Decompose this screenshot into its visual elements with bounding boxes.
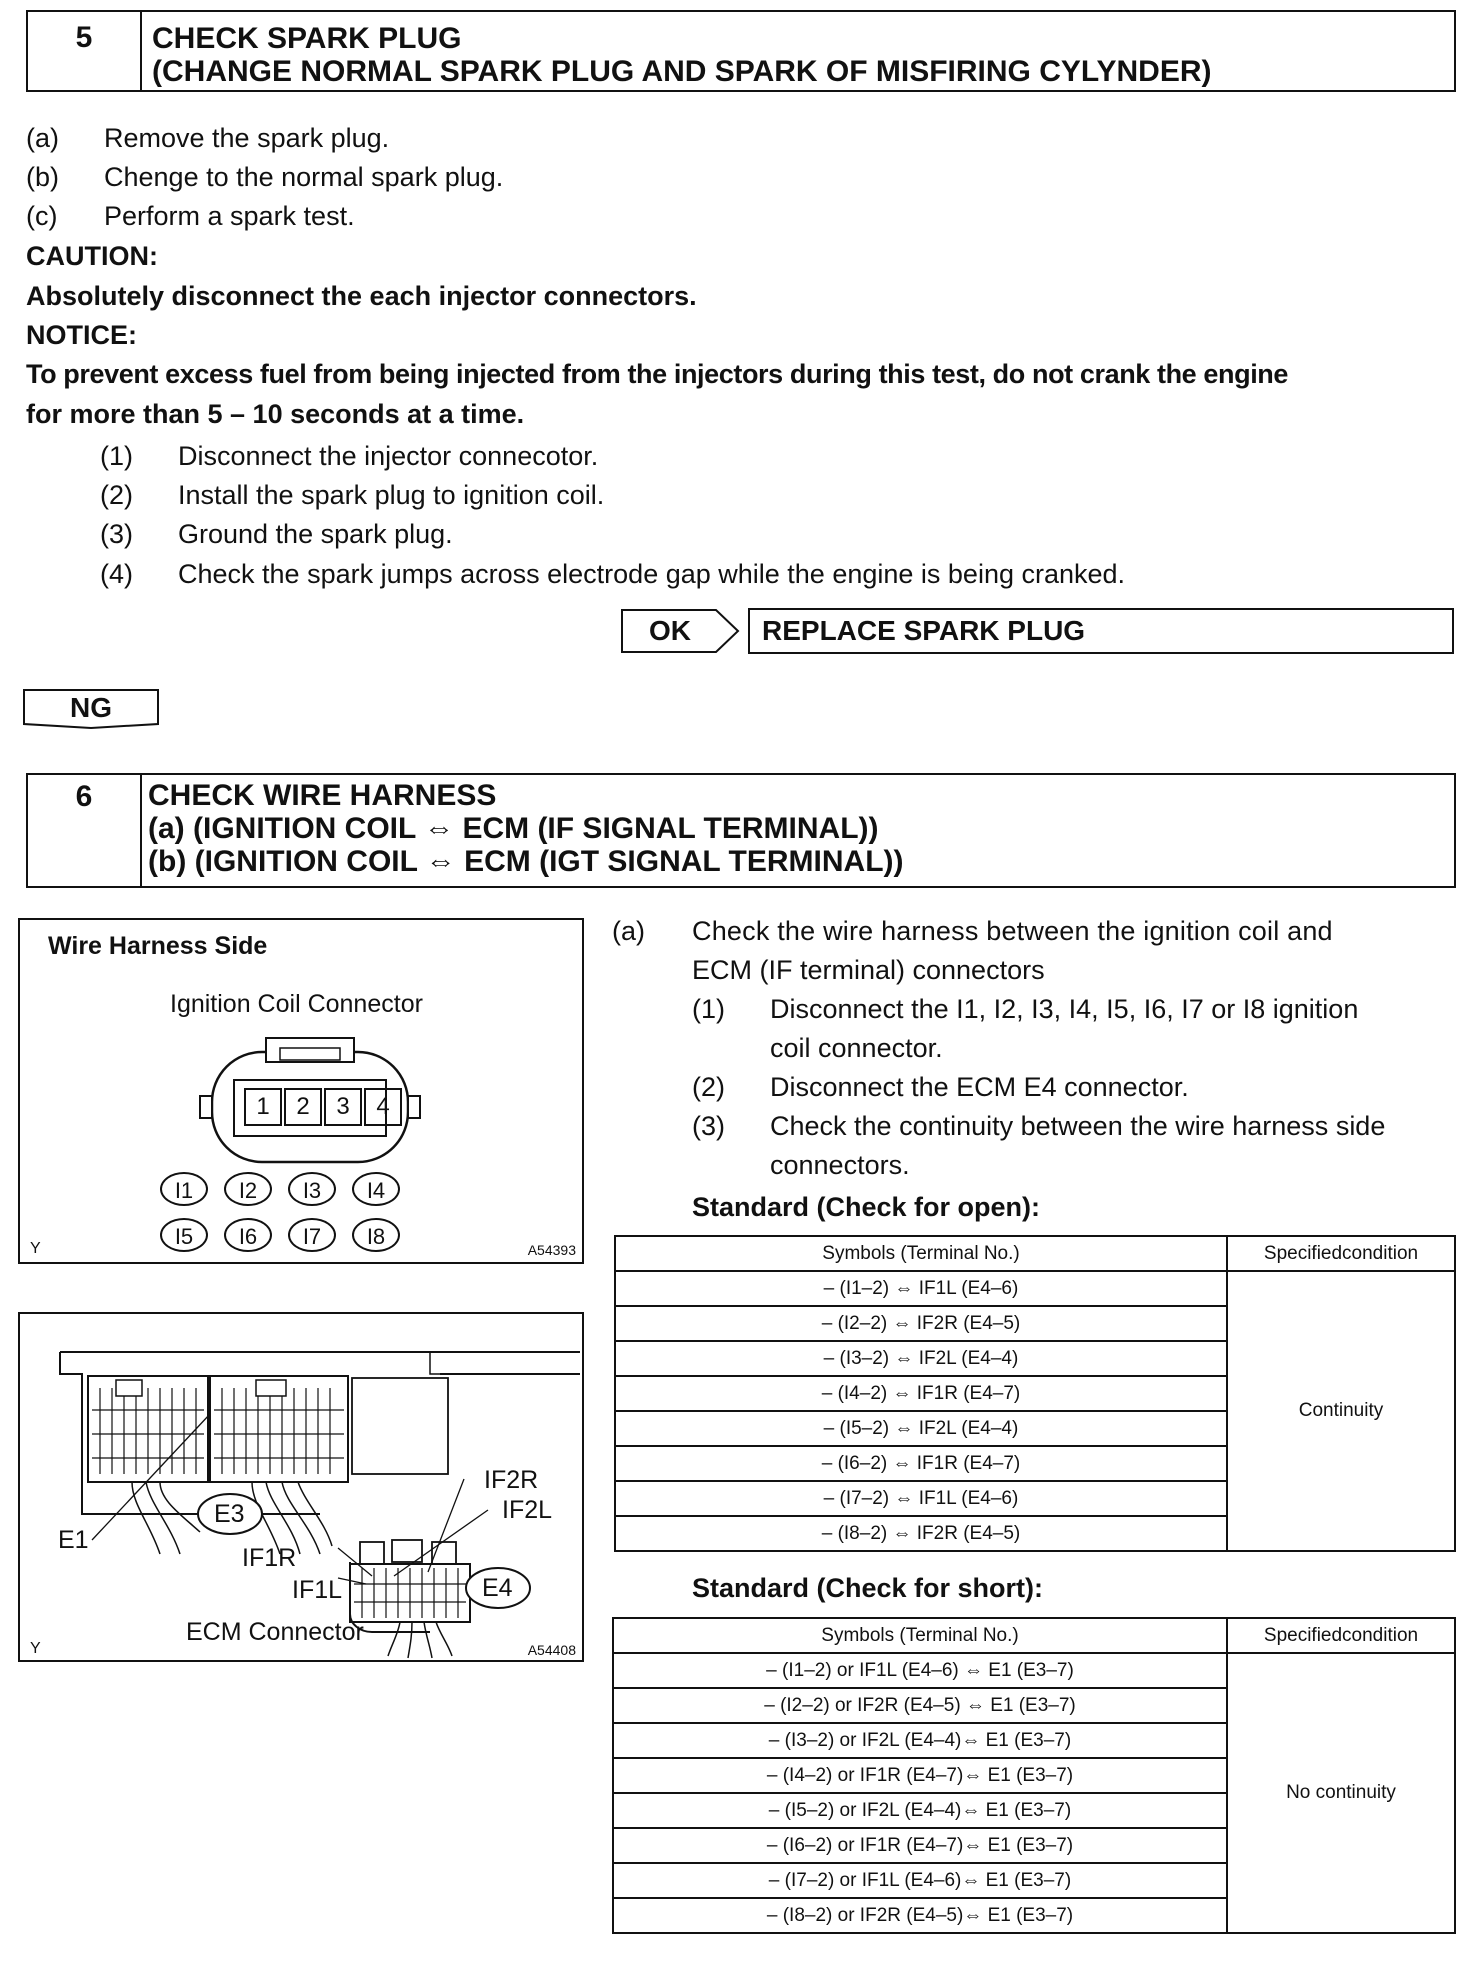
item-label: (2): [692, 1072, 725, 1102]
caution-label: CAUTION:: [26, 241, 158, 271]
notice-line2: for more than 5 – 10 seconds at a time.: [26, 399, 525, 429]
item-text: [770, 1071, 1189, 1103]
item-text: [692, 915, 1458, 986]
list-item: [26, 122, 390, 154]
pin-3: 3: [324, 1088, 362, 1126]
pin-2: 2: [284, 1088, 322, 1126]
step6-title-line3: (b) (IGNITION COIL ⇔ ECM (IGT SIGNAL TERMINAL)): [148, 845, 904, 878]
item-label: (a): [26, 123, 59, 153]
item-label: (4): [100, 559, 133, 589]
pin-4: 4: [364, 1088, 402, 1126]
table-row: [613, 1653, 1455, 1688]
item-label: (c): [26, 201, 58, 231]
label-e3: E3: [214, 1500, 245, 1528]
list-item: [692, 1071, 1189, 1103]
connector-i4: I4: [352, 1172, 400, 1206]
label-if2r: IF2R: [484, 1466, 539, 1494]
item-text-line2: coil connector.: [770, 1033, 943, 1063]
list-item: [100, 479, 605, 511]
step5-title-line2: (CHANGE NORMAL SPARK PLUG AND SPARK OF MISFIRING CYLYNDER): [152, 55, 1212, 88]
notice-line1: To prevent excess fuel from being injected from the injectors during this test, do not crank the engine: [26, 359, 1289, 389]
item-text: Chenge to the normal spark plug.: [104, 162, 504, 192]
label-if2l: IF2L: [502, 1496, 553, 1524]
table-condition-cell: No continuity: [1227, 1653, 1455, 1933]
item-text-line2: connectors.: [770, 1150, 910, 1180]
item-label: (b): [26, 162, 59, 192]
table-cell: – (I2–2) or IF2R (E4–5) ⇔ E1 (E3–7): [613, 1688, 1227, 1723]
figure-code: A54408: [527, 1642, 576, 1658]
table-cell: – (I7–2) or IF1L (E4–6)⇔ E1 (E3–7): [613, 1863, 1227, 1898]
item-label: (a): [612, 916, 645, 946]
table-cell: – (I8–2) ⇔ IF2R (E4–5): [615, 1516, 1227, 1551]
item-label: (3): [692, 1111, 725, 1141]
item-text-line1: Disconnect the ECM E4 connector.: [770, 1072, 1189, 1102]
connector-i7: I7: [288, 1218, 336, 1252]
figure-wire-harness: [18, 918, 584, 1264]
caution-text: Absolutely disconnect the each injector connectors.: [26, 281, 697, 311]
label-e1: E1: [58, 1526, 89, 1554]
figure-caption: ECM Connector: [186, 1618, 364, 1646]
table-row: [615, 1271, 1455, 1306]
item-label: (1): [692, 994, 725, 1024]
table-header-cell: Specifiedcondition: [1227, 1236, 1455, 1271]
list-item: [26, 200, 355, 232]
table-cell: – (I6–2) ⇔ IF1R (E4–7): [615, 1446, 1227, 1481]
figure-ecm-connector: [18, 1312, 584, 1662]
item-label: (2): [100, 480, 133, 510]
item-text: [770, 1110, 1385, 1181]
connector-i6: I6: [224, 1218, 272, 1252]
item-text-line1: Check the wire harness between the ignition coil and: [692, 916, 1333, 946]
table-header: [613, 1618, 1455, 1653]
step6-title: [148, 779, 904, 878]
step5-title: [152, 22, 1211, 88]
label-if1l: IF1L: [292, 1576, 343, 1604]
item-text-line1: Disconnect the I1, I2, I3, I4, I5, I6, I7 or I8 ignition: [770, 994, 1359, 1024]
item-text: Ground the spark plug.: [178, 519, 453, 549]
list-item: [100, 518, 453, 550]
item-text-line1: Check the continuity between the wire harness side: [770, 1111, 1386, 1141]
table-cell: – (I5–2) or IF2L (E4–4)⇔ E1 (E3–7): [613, 1793, 1227, 1828]
step6-item-a: [612, 915, 1458, 985]
figure-code: A54393: [527, 1242, 576, 1258]
table-cell: – (I4–2) or IF1R (E4–7)⇔ E1 (E3–7): [613, 1758, 1227, 1793]
item-text: Disconnect the injector connecotor.: [178, 441, 599, 471]
item-text-line2: ECM (IF terminal) connectors: [692, 955, 1045, 985]
table-cell: – (I8–2) or IF2R (E4–5)⇔ E1 (E3–7): [613, 1898, 1227, 1933]
table-cell: – (I4–2) ⇔ IF1R (E4–7): [615, 1376, 1227, 1411]
notice-label: NOTICE:: [26, 320, 137, 350]
table-header-cell: Symbols (Terminal No.): [615, 1236, 1227, 1271]
table-short: [612, 1617, 1456, 1934]
connector-i1: I1: [160, 1172, 208, 1206]
connector-i5: I5: [160, 1218, 208, 1252]
table-header-cell: Specifiedcondition: [1227, 1618, 1455, 1653]
step6-number: 6: [28, 775, 142, 886]
list-item: [26, 161, 504, 193]
pin-1: 1: [244, 1088, 282, 1126]
list-item: [692, 993, 1359, 1063]
item-text: Check the spark jumps across electrode gap while the engine is being cranked.: [178, 559, 1126, 589]
step6-title-line1: CHECK WIRE HARNESS: [148, 779, 497, 812]
ok-action-box: [748, 608, 1454, 654]
std-short-title: Standard (Check for short):: [692, 1573, 1044, 1603]
connector-i8: I8: [352, 1218, 400, 1252]
connector-i2: I2: [224, 1172, 272, 1206]
step6-header: [26, 773, 1456, 888]
table-header-cell: Symbols (Terminal No.): [613, 1618, 1227, 1653]
step6-title-line2: (a) (IGNITION COIL ⇔ ECM (IF SIGNAL TERMINAL)): [148, 812, 879, 845]
figure-corner: Y: [30, 1240, 41, 1257]
table-cell: – (I3–2) ⇔ IF2L (E4–4): [615, 1341, 1227, 1376]
table-cell: – (I6–2) or IF1R (E4–7)⇔ E1 (E3–7): [613, 1828, 1227, 1863]
list-item: [100, 440, 599, 472]
ok-label: OK: [649, 615, 691, 646]
label-if1r: IF1R: [242, 1544, 297, 1572]
step5-title-line1: CHECK SPARK PLUG: [152, 22, 462, 55]
item-label: (1): [100, 441, 133, 471]
item-text: Perform a spark test.: [104, 201, 355, 231]
table-open: [614, 1235, 1456, 1552]
item-label: (3): [100, 519, 133, 549]
item-text: Remove the spark plug.: [104, 123, 390, 153]
table-cell: – (I3–2) or IF2L (E4–4)⇔ E1 (E3–7): [613, 1723, 1227, 1758]
label-e4: E4: [482, 1574, 513, 1602]
std-open-title: Standard (Check for open):: [692, 1192, 1041, 1222]
table-condition-cell: Continuity: [1227, 1271, 1455, 1551]
table-cell: – (I1–2) ⇔ IF1L (E4–6): [615, 1271, 1227, 1306]
table-cell: – (I2–2) ⇔ IF2R (E4–5): [615, 1306, 1227, 1341]
ng-label: NG: [70, 692, 112, 723]
figure-corner: Y: [30, 1640, 41, 1657]
item-text: Install the spark plug to ignition coil.: [178, 480, 605, 510]
step5-header: [26, 10, 1456, 92]
figure-heading: Wire Harness Side: [48, 932, 268, 960]
connector-label: Ignition Coil Connector: [170, 990, 423, 1018]
table-cell: – (I7–2) ⇔ IF1L (E4–6): [615, 1481, 1227, 1516]
connector-i3: I3: [288, 1172, 336, 1206]
step5-number: 5: [28, 12, 142, 90]
list-item: [692, 1110, 1386, 1180]
list-item: [100, 558, 1126, 590]
ok-action-text: REPLACE SPARK PLUG: [762, 615, 1086, 646]
pin-row: [244, 1088, 402, 1126]
item-text: [770, 993, 1358, 1064]
table-header: [615, 1236, 1455, 1271]
table-cell: – (I5–2) ⇔ IF2L (E4–4): [615, 1411, 1227, 1446]
table-cell: – (I1–2) or IF1L (E4–6) ⇔ E1 (E3–7): [613, 1653, 1227, 1688]
